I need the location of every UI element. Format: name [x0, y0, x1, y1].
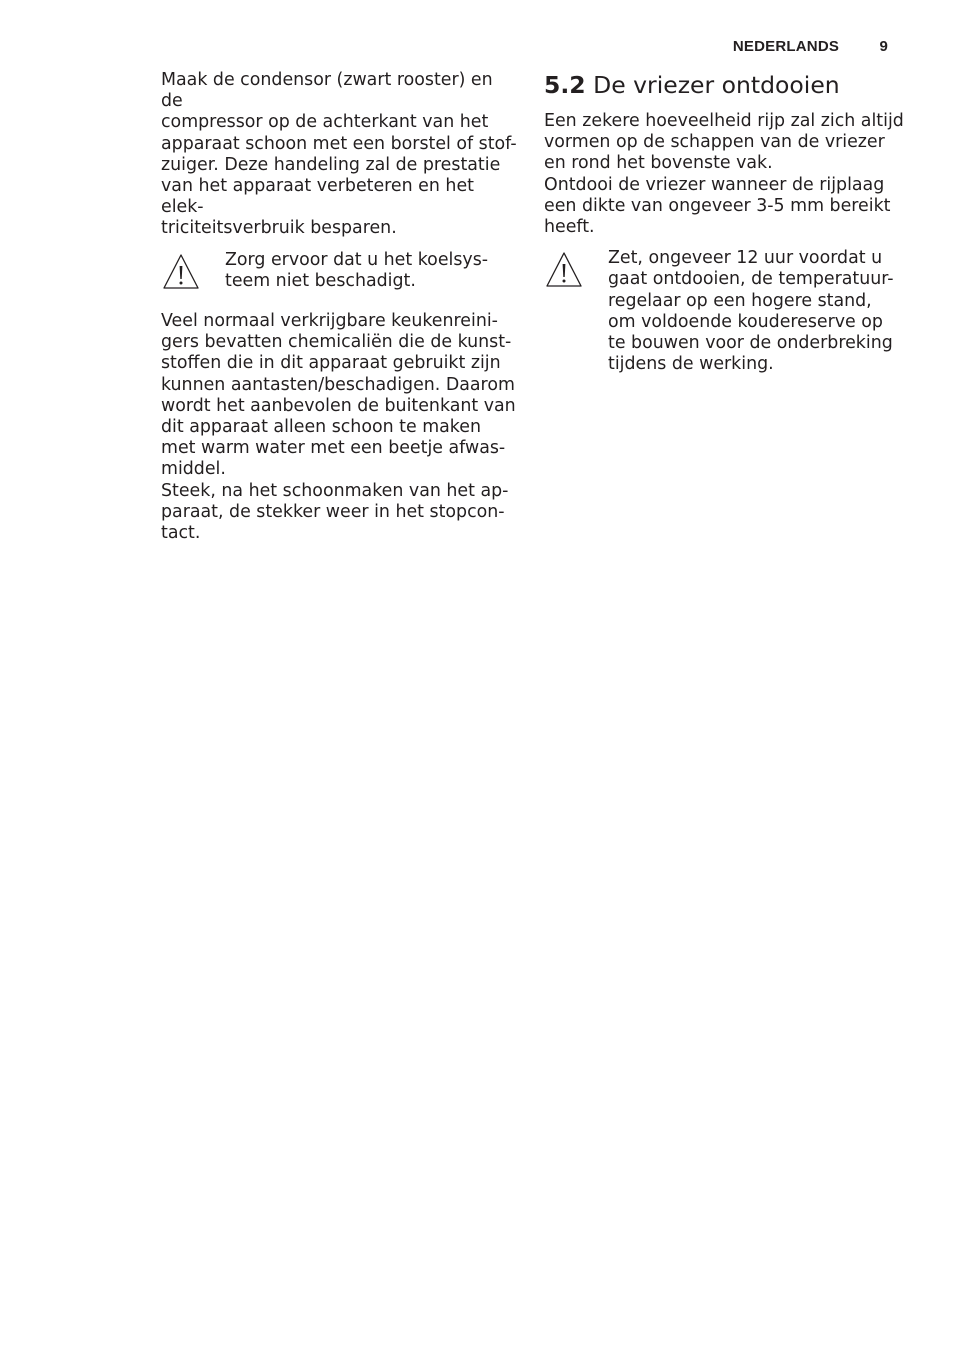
section-title-text: De vriezer ontdooien — [593, 71, 840, 99]
page-number: 9 — [879, 38, 888, 55]
header-language: NEDERLANDS — [732, 38, 840, 55]
right-column — [544, 70, 904, 394]
warning-cooling-system — [161, 249, 517, 292]
warning-text: Zorg ervoor dat u het koelsys- teem niet beschadigt. — [225, 249, 489, 291]
warning-text: Zet, ongeveer 12 uur voordat u gaat ontdooien, de temperatuur- regelaar op een hogere stand, om voldoende koudereserve op te bouwen voor de onderbreking tijdens de werking. — [608, 248, 894, 375]
warning-defrost — [544, 250, 904, 375]
page-header — [733, 38, 888, 55]
defrost-intro-paragraph: Een zekere hoeveelheid rijp zal zich altijd vormen op de schappen van de vriezer en rond het bovenste vak. Ontdooi de vriezer wanneer de rijplaag een dikte van ongeveer 3-5 mm bereikt heeft. — [544, 111, 904, 238]
warning-triangle-icon — [544, 250, 584, 290]
cleaning-condenser-paragraph: Maak de condensor (zwart rooster) en de compressor op de achterkant van het apparaat schoon met een borstel of stof- zuiger. Deze handeling zal de prestatie van het apparaat verbeteren en het elek- triciteitsverbruik besparen. — [161, 70, 517, 239]
section-title — [544, 70, 904, 100]
cleaning-products-paragraph: Veel normaal verkrijgbare keukenreini- gers bevatten chemicaliën die de kunst- stoffen die in dit apparaat gebruikt zijn kunnen aantasten/beschadigen. Daarom wordt het aanbevolen de buitenkant van dit apparaat alleen schoon te maken met warm water met een beetje afwas- middel. Steek, na het schoonmaken van het ap- paraat, de stekker weer in het stopcon- tact. — [161, 311, 516, 544]
left-column — [161, 70, 517, 544]
warning-triangle-icon — [161, 252, 201, 292]
section-number: 5.2 — [544, 71, 586, 99]
